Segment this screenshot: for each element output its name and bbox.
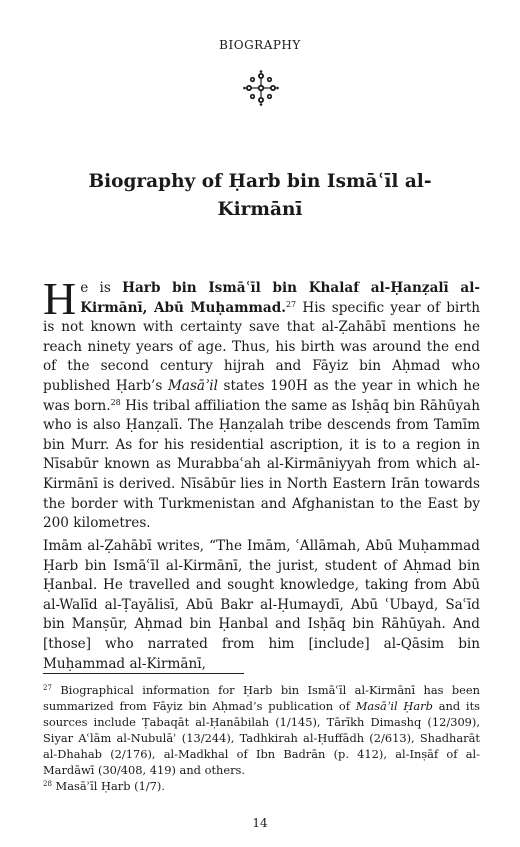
paragraph-1-text-c: His tribal affiliation the same as Isḥāq bin Rāhūyah who is also Ḥanẓalī. The Ḥanẓalah tribe descends from Tamīm bin Murr. As for his residential ascription, it is to a region in Nīsabūr known as Murabbaʿah al-Kirmāniyyah from which al-Kirmānī is derived. Nīsābūr lies in North Eastern Irān towards the border with Turkmenistan and Afghanistan to the East by 200 kilometres. [43,397,481,532]
book-title-masail: Masāʾil [167,377,218,394]
footnote-27-text-b: and its sources include Ṭabaqāt al-Ḥanābilah (1/145), Tārīkh Dimashq (12/309), Siyar Aʿlām al-Nubulāʾ (13/244), Tadhkirah al-Ḥuffādh (2/613), Shadharāt al-Dhahab (2/176), al-Madkhal of Ibn Badrān (p. 412), al-Inṣāf of al-Mardāwī (30/408, 419) and others. [43,699,480,777]
floral-ornament-icon [243,70,279,106]
drop-cap: H [43,273,77,324]
footnote-27-book-title: Masāʾil Ḥarb [355,699,433,713]
chapter-title [60,168,460,224]
footnote-28 [43,778,480,794]
footnote-ref-28: 28 [110,397,121,407]
footnote-ref-27: 27 [285,299,297,309]
footnote-27-text-a: Biographical information for Ḥarb bin Ismāʿīl al-Kirmānī has been summarized from Fāyiz bin Aḥmad’s publication of [43,683,480,713]
page-number: 14 [252,816,268,830]
paragraph-1-text-b: states 190H as the year in which he was born. [43,377,480,414]
footnote-28-number: 28 [43,780,52,788]
paragraph-2: Imām al-Ẓahābī writes, “The Imām, ʿAllāmah, Abū Muḥammad Ḥarb bin Ismāʿīl al-Kirmānī, the jurist, student of Aḥmad bin Ḥanbal. He travelled and sought knowledge, taking from Abū al-Walīd al-Ṭayālisī, Abū Bakr al-Ḥumaydī, Abū ʿUbayd, Saʿīd bin Manṣūr, Aḥmad bin Ḥanbal and Isḥāq bin Rāhūyah. And [those] who narrated from him [include] al-Qāsim bin Muḥammad al-Kirmānī, [43,538,480,672]
chapter-title-line-2: Kirmānī [217,199,303,220]
footnote-28-text: Masāʾīl Ḥarb (1/7). [51,779,165,793]
footnote-27-number: 27 [43,684,52,692]
footnotes [43,682,480,794]
footnote-27 [43,682,480,778]
running-header: BIOGRAPHY [219,38,301,52]
paragraph-1-text-a: His specific year of birth is not known with certainty save that al-Ẓahābī mentions he reach ninety years of age. Thus, his birth was around the end of the second century hijrah and Fāyiz bin Aḥmad who published Ḥarb’s [43,299,480,394]
paragraph-1 [43,273,481,534]
subject-name: Harb bin Ismāʿīl bin Khalaf al-Ḥanẓalī al-Kirmānī, Abū Muḥammad. [80,280,481,316]
chapter-title-line-1: Biography of Ḥarb bin Ismāʿīl al- [88,171,432,192]
footnote-divider [43,673,244,674]
paragraph-1-lead: e is [80,280,123,296]
